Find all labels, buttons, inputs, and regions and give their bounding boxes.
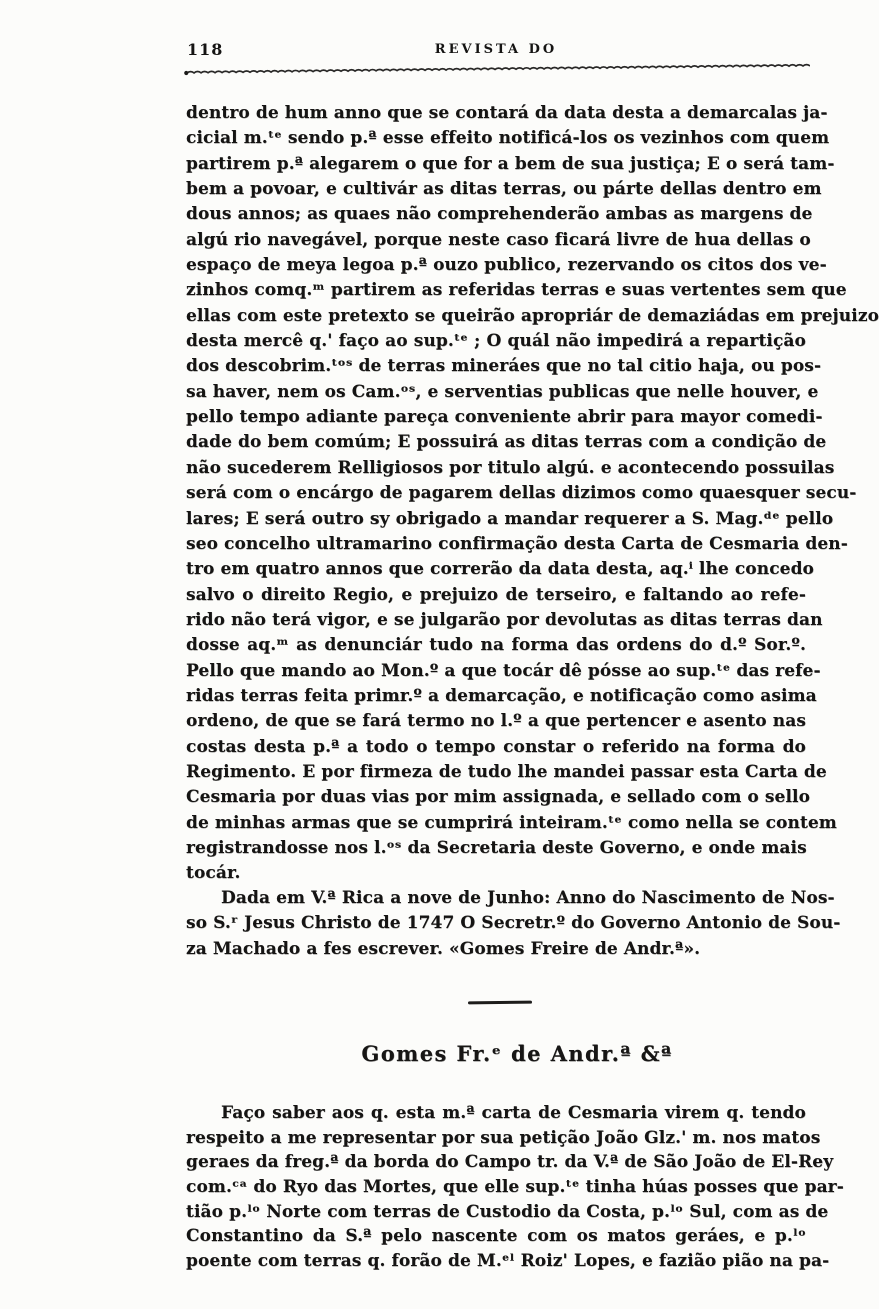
text-line: tocár. (186, 863, 241, 884)
header-rule-wave (184, 58, 810, 77)
text-line: Pello que mando ao Mon.º a que tocár dê pósse ao sup.ᵗᵉ das refe- (186, 660, 821, 681)
paragraph-charter-body (186, 101, 879, 887)
text-line: com.ᶜᵃ do Ryo das Mortes, que elle sup.ᵗᵉ tinha húas posses que par- (186, 1177, 844, 1198)
text-line: bem a povoar, e cultivár as ditas terras, ou párte dellas dentro em (186, 179, 822, 200)
book-gutter-shadow (0, 0, 96, 1309)
text-line: de minhas armas que se cumprirá inteiram.ᵗᵉ como nella se contem (186, 812, 837, 833)
text-line: zinhos comq.ᵐ partirem as referidas terras e suas vertentes sem que (186, 280, 847, 301)
text-line: algú rio navegável, porque neste caso ficará livre de hua dellas o (186, 229, 811, 250)
text-line: seo concelho ultramarino confirmação desta Carta de Cesmaria den- (186, 533, 848, 554)
text-line: respeito a me representar por sua petição João Glz.' m. nos matos (186, 1127, 821, 1148)
text-line: sa haver, nem os Cam.ᵒˢ, e serventias publicas que nelle houver, e (186, 381, 819, 402)
section-divider (468, 1001, 532, 1005)
page-number: 118 (187, 40, 224, 59)
text-line: Cesmaria por duas vias por mim assignada, e sellado com o sello (186, 787, 811, 808)
section-heading: Gomes Fr.ᵉ de Andr.ª &ª (361, 1041, 673, 1066)
text-line: ellas com este pretexto se queirão apropriár de demaziádas em prejuizo (186, 305, 879, 326)
text-line: ordeno, de que se fará termo no l.º a que pertencer e asento nas (186, 711, 806, 732)
text-line: Regimento. E por firmeza de tudo lhe mandei passar esta Carta de (186, 761, 827, 782)
text-line: Constantino da S.ª pelo nascente com os matos geráes, e p.ˡᵒ (186, 1226, 806, 1247)
text-line: poente com terras q. forão de M.ᵉˡ Roiz' Lopes, e fazião pião na pa- (186, 1251, 830, 1272)
text-line: cicial m.ᵗᵉ sendo p.ª esse effeito notificá-los os vezinhos com quem (186, 128, 830, 149)
text-line: za Machado a fes escrever. «Gomes Freire de Andr.ª». (186, 938, 701, 959)
text-line: pello tempo adiante pareça conveniente abrir para mayor comedi- (186, 407, 823, 428)
text-line: desta mercê q.' faço ao sup.ᵗᵉ ; O quál não impedirá a repartição (186, 331, 806, 352)
text-line: dous annos; as quaes não comprehenderão ambas as margens de (186, 204, 813, 225)
paragraph-new-charter (186, 1101, 844, 1274)
text-line: dentro de hum anno que se contará da data desta a demarcalas ja- (186, 103, 828, 123)
text-line: dosse aq.ᵐ as denunciár tudo na forma das ordens do d.º Sor.º. (186, 635, 806, 656)
paragraph-closing (186, 886, 841, 962)
header-rule-path (187, 65, 810, 73)
text-line: tro em quatro annos que correrão da data desta, aq.ⁱ lhe concedo (186, 559, 814, 580)
header-rule (184, 55, 810, 74)
text-line: rido não terá vigor, e se julgarão por devolutas as ditas terras dan (186, 609, 823, 630)
text-line: so S.ʳ Jesus Christo de 1747 O Secretr.º do Governo Antonio de Sou- (186, 913, 841, 934)
text-line: geraes da freg.ª da borda do Campo tr. da V.ª de São João de El-Rey (186, 1152, 834, 1173)
text-line: tião p.ˡᵒ Norte com terras de Custodio da Costa, p.ˡᵒ Sul, com as de (186, 1201, 829, 1222)
text-line: ridas terras feita primr.º a demarcação, e notificação como asima (186, 685, 817, 706)
text-line: será com o encárgo de pagarem dellas dizimos como quaesquer secu- (186, 483, 857, 504)
text-line: salvo o direito Regio, e prejuizo de terseiro, e faltando ao refe- (186, 584, 806, 605)
text-line: lares; E será outro sy obrigado a mandar requerer a S. Mag.ᵈᵉ pello (186, 508, 834, 529)
running-title: REVISTA DO (434, 42, 558, 57)
text-line: partirem p.ª alegarem o que for a bem de sua justiça; E o será tam- (186, 153, 835, 174)
text-line: espaço de meya legoa p.ª ouzo publico, rezervando os citos dos ve- (186, 255, 827, 276)
text-line: costas desta p.ª a todo o tempo constar o referido na forma do (186, 736, 806, 757)
text-line: não sucederem Relligiosos por titulo algú. e acontecendo possuilas (186, 457, 835, 478)
text-line: dade do bem comúm; E possuirá as ditas terras com a condição de (186, 432, 827, 453)
text-line: Faço saber aos q. esta m.ª carta de Cesmaria virem q. tendo (221, 1103, 806, 1123)
text-line: dos descobrim.ᵗᵒˢ de terras mineráes que no tal citio haja, ou pos- (186, 356, 822, 377)
text-line: registrandosse nos l.ᵒˢ da Secretaria deste Governo, e onde mais (186, 837, 807, 858)
text-line: Dada em V.ª Rica a nove de Junho: Anno do Nascimento de Nos- (221, 888, 835, 908)
